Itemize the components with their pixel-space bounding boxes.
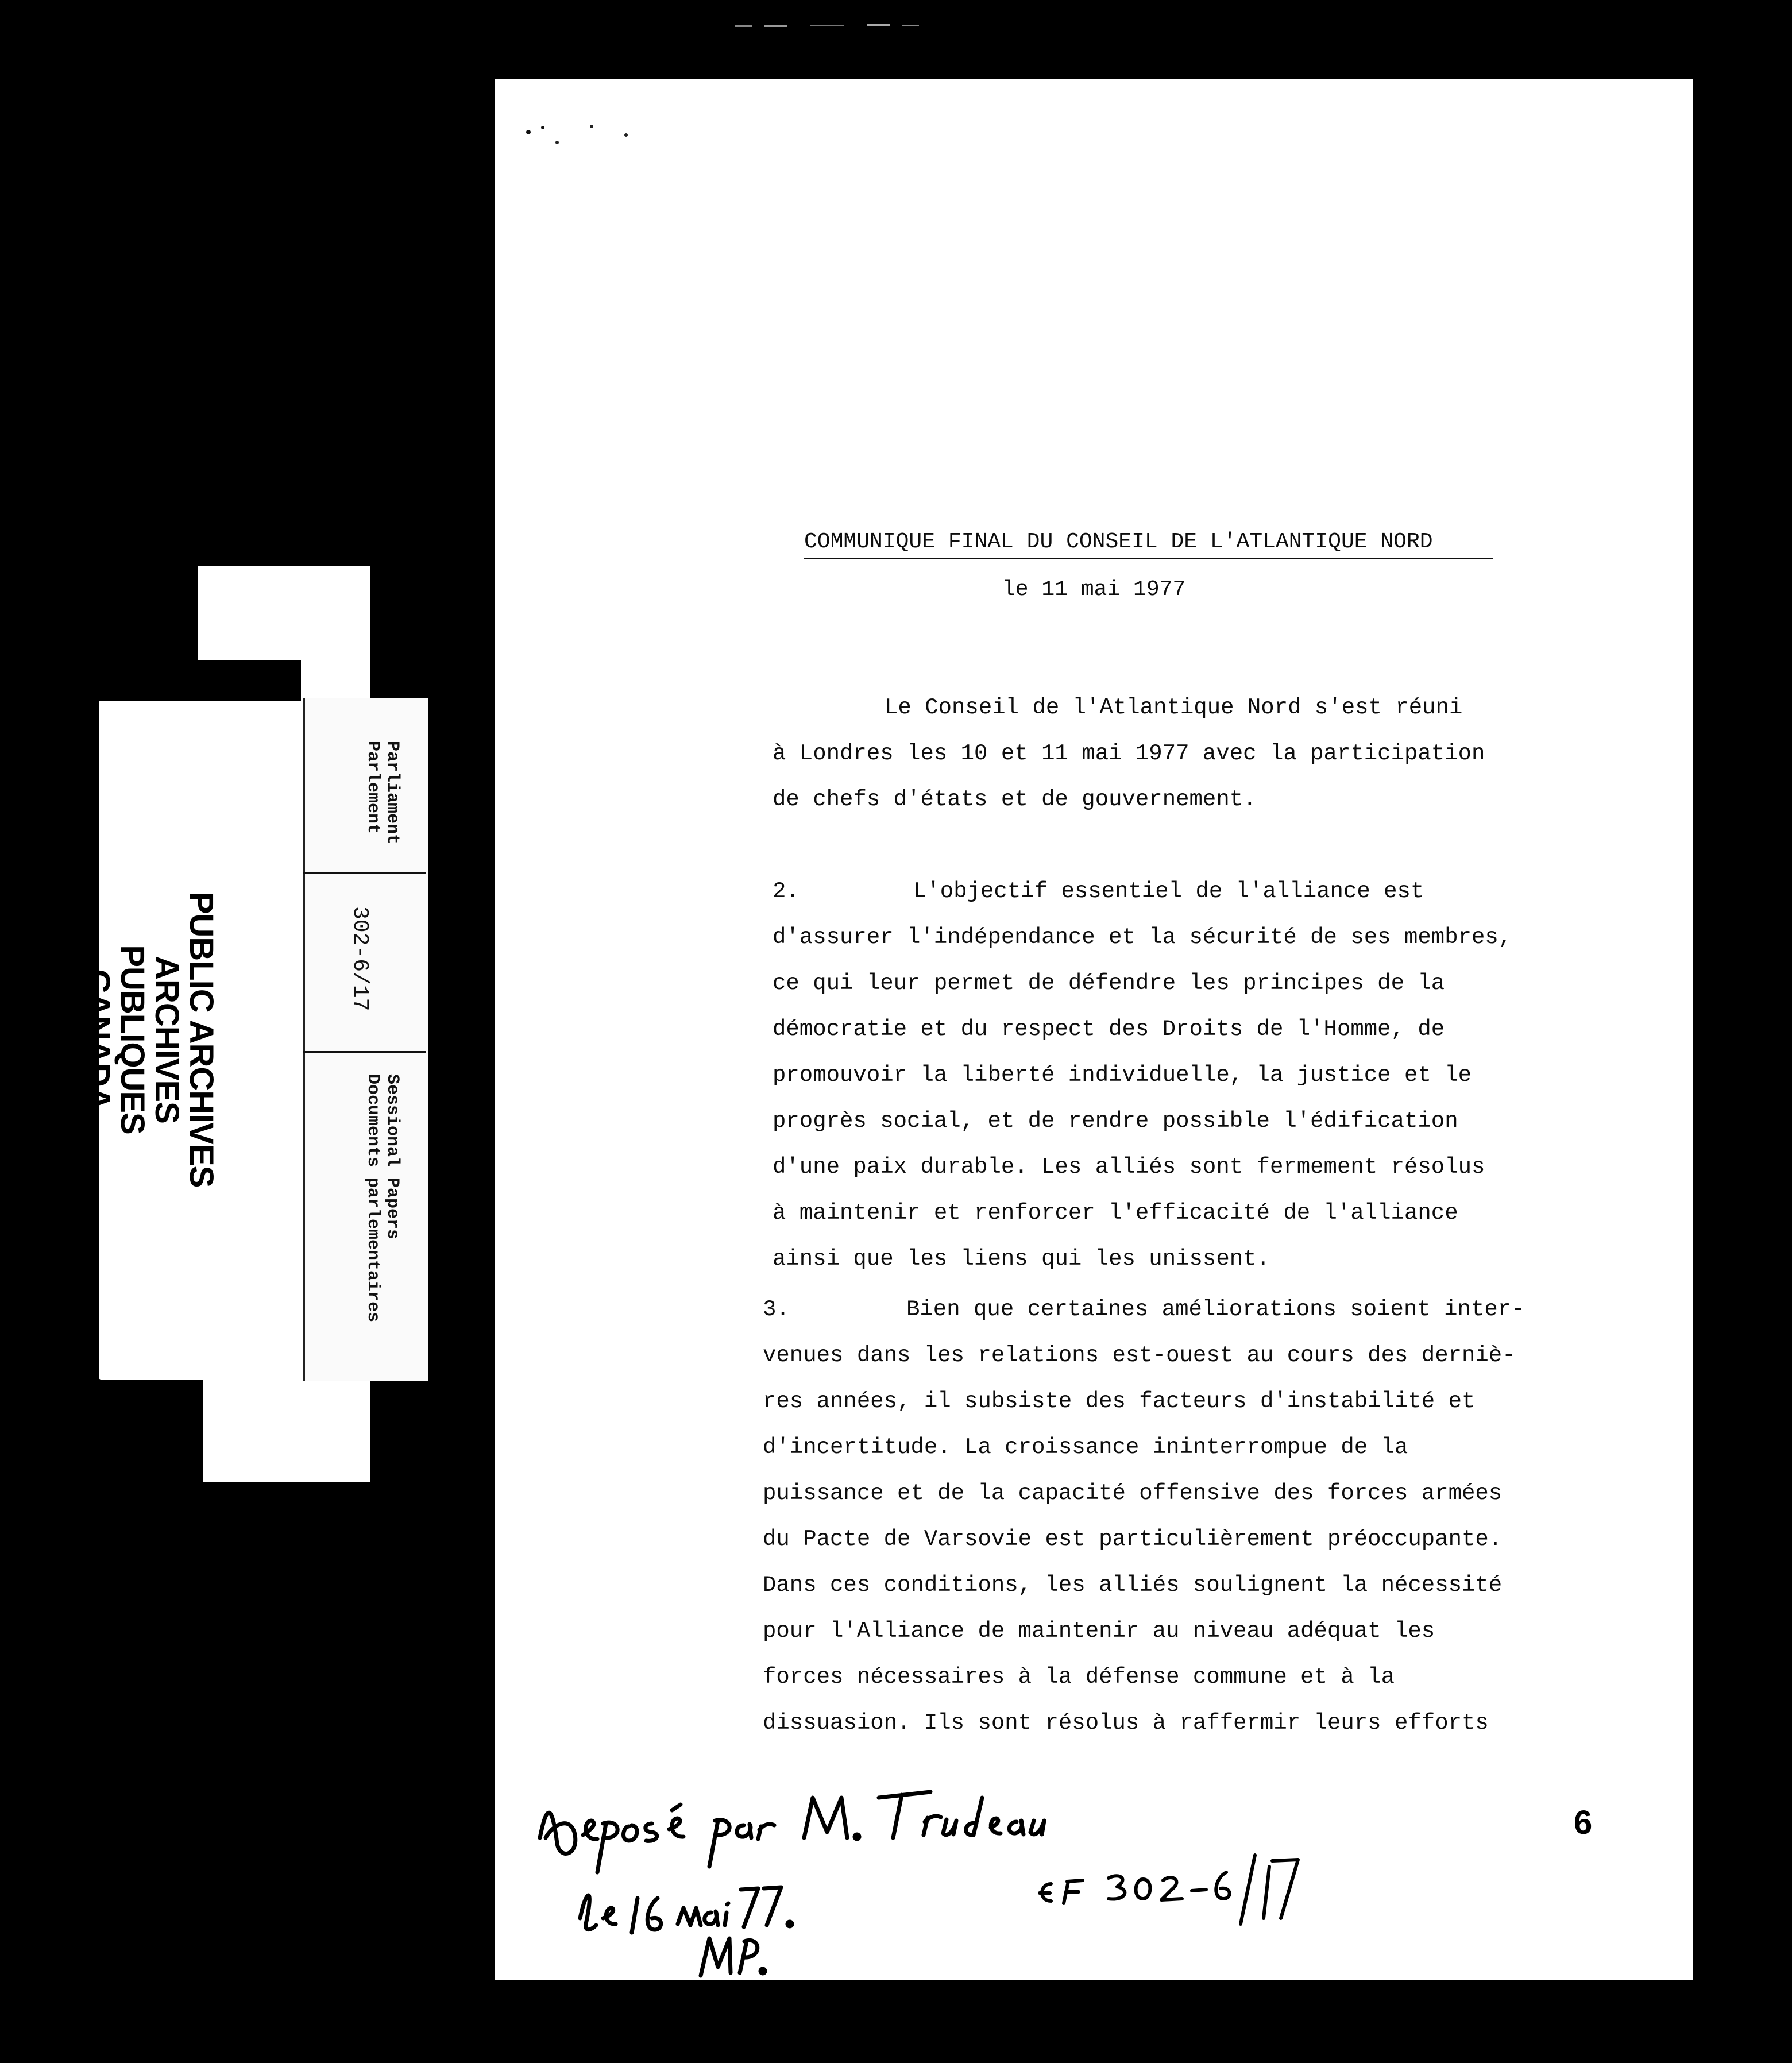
- institution-line: CANADA: [79, 969, 117, 1110]
- tab-divider: [303, 872, 426, 874]
- paragraph-number: 2.: [773, 879, 800, 904]
- paragraph-line: Dans ces conditions, les alliés soulignent la nécessité: [763, 1573, 1503, 1598]
- title-underline: [804, 558, 1493, 559]
- paragraph-line: progrès social, et de rendre possible l'édification: [773, 1108, 1458, 1134]
- scan-speckles: [517, 115, 643, 161]
- paragraph-line: du Pacte de Varsovie est particulièrement préoccupante.: [763, 1527, 1503, 1552]
- paragraph-line: res années, il subsiste des facteurs d'instabilité et: [763, 1389, 1476, 1414]
- paragraph-line: venues dans les relations est-ouest au cours des derniè-: [763, 1343, 1516, 1368]
- paragraph-line: à Londres les 10 et 11 mai 1977 avec la participation: [773, 741, 1485, 766]
- paragraph-line: Bien que certaines améliorations soient inter-: [906, 1297, 1525, 1322]
- paragraph-line: puissance et de la capacité offensive des forces armées: [763, 1481, 1503, 1506]
- tab-notch-top: [198, 566, 370, 660]
- paragraph-line: promouvoir la liberté individuelle, la justice et le: [773, 1063, 1472, 1088]
- papers-fr: Documents parlementaires: [363, 1074, 383, 1323]
- tab-divider: [303, 1051, 426, 1053]
- scan-noise: [735, 23, 930, 29]
- paragraph-line: de chefs d'états et de gouvernement.: [773, 787, 1257, 812]
- paragraph-number: 3.: [763, 1297, 790, 1322]
- page-number: 6: [1574, 1804, 1593, 1841]
- institution-line: PUBLIC ARCHIVES: [183, 891, 220, 1188]
- papers-en: Sessional Papers: [383, 1074, 402, 1240]
- parliament-fr: Parlement: [363, 741, 383, 835]
- document-title: COMMUNIQUE FINAL DU CONSEIL DE L'ATLANTIQUE NORD: [804, 530, 1433, 554]
- file-number: 302-6/17: [347, 906, 372, 1011]
- paragraph-line: d'assurer l'indépendance et la sécurité de ses membres,: [773, 925, 1512, 950]
- archives-institution: [80, 861, 218, 1218]
- paragraph-line: pour l'Alliance de maintenir au niveau adéquat les: [763, 1618, 1435, 1644]
- document-date: le 11 mai 1977: [1002, 577, 1186, 602]
- institution-line: ARCHIVES PUBLIQUES: [114, 945, 186, 1134]
- handwritten-file-reference: [1028, 1844, 1327, 1930]
- paragraph-line: L'objectif essentiel de l'alliance est: [913, 879, 1424, 904]
- paragraph-line: ainsi que les liens qui les unissent.: [773, 1246, 1270, 1272]
- parliament-label: [363, 741, 402, 844]
- paragraph-line: dissuasion. Ils sont résolus à raffermir leurs efforts: [763, 1710, 1489, 1736]
- tab-notch-bottom: [203, 1373, 370, 1482]
- parliament-en: Parliament: [383, 741, 402, 845]
- paragraph-line: forces nécessaires à la défense commune et à la: [763, 1664, 1395, 1690]
- paragraph-line: d'une paix durable. Les alliés sont fermement résolus: [773, 1154, 1485, 1180]
- paragraph-line: Le Conseil de l'Atlantique Nord s'est réuni: [885, 695, 1463, 720]
- paragraph-line: ce qui leur permet de défendre les principes de la: [773, 971, 1445, 996]
- paragraph-line: démocratie et du respect des Droits de l'Homme, de: [773, 1017, 1445, 1042]
- sessional-papers-label: [363, 1074, 402, 1322]
- paragraph-line: d'incertitude. La croissance ininterrompue de la: [763, 1435, 1408, 1460]
- paragraph-line: à maintenir et renforcer l'efficacité de l'alliance: [773, 1200, 1458, 1226]
